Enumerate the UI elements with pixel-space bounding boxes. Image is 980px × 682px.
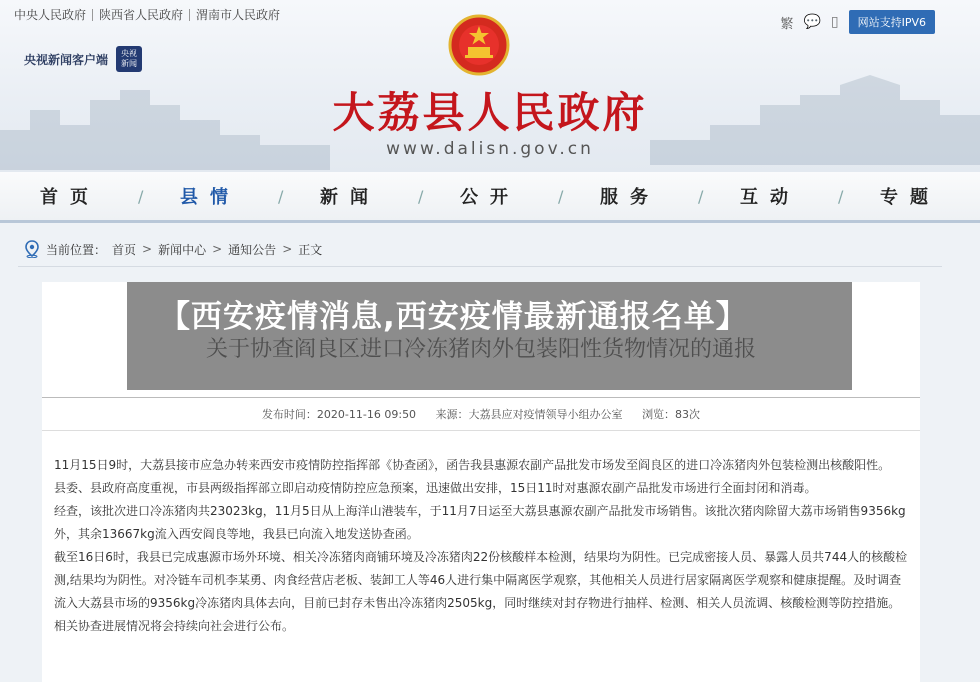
nav-county-info[interactable]: 县情: [180, 187, 240, 208]
breadcrumb-home[interactable]: 首页: [112, 242, 137, 257]
article-source: 来源：大荔县应对疫情领导小组办公室: [435, 408, 623, 421]
meta-divider: [42, 430, 920, 431]
chevron-right-icon: >: [282, 242, 293, 256]
breadcrumb-news-center[interactable]: 新闻中心: [158, 242, 207, 257]
location-pin-icon: [24, 240, 40, 258]
chevron-right-icon: >: [212, 242, 223, 256]
main-nav: 首页 / 县情 / 新闻 / 公开 / 服务 / 互动 / 专题: [0, 172, 980, 223]
title-divider: [42, 397, 920, 398]
nav-services[interactable]: 服务: [600, 187, 660, 208]
paragraph: 经查，该批次进口冷冻猪肉共23023kg，11月5日从上海洋山港装车，于11月7日运至大荔县惠源农副产品批发市场销售。该批次猪肉除留大荔市场销售9356kg外，其余13667kg流入西安阎良等地，我县已向流入地发送协查函。: [54, 504, 906, 541]
site-header: [0, 0, 980, 172]
breadcrumb: [24, 240, 322, 258]
nav-news[interactable]: 新闻: [320, 187, 380, 208]
chevron-right-icon: >: [142, 242, 153, 256]
paragraph: 截至16日6时，我县已完成惠源市场外环境、相关冷冻猪肉商铺环境及冷冻猪肉22份核酸样本检测，结果均为阴性。已完成密接人员、暴露人员共744人的核酸检测,结果均为阴性。对冷链车司机李某勇、肉食经营店老板、装卸工人等46人进行集中隔离医学观察，其他相关人员进行居家隔离医学观察和健康提醒。及时调查流入大荔县市场的9356kg冷冻猪肉具体去向，目前已封存未售出冷冻猪肉2505kg，同时继续对封存物进行抽样、检测、相关人员流调、核酸检测等防控措施。相关协查进展情况将会持续向社会进行公布。: [54, 550, 908, 633]
top-link-province[interactable]: 陕西省人民政府: [93, 9, 190, 21]
cctv-label: 央视新闻客户端: [24, 52, 109, 67]
overlay-title: 【西安疫情消息,西安疫情最新通报名单】: [159, 299, 748, 335]
nav-topics[interactable]: 专题: [880, 187, 940, 208]
breadcrumb-notices[interactable]: 通知公告: [228, 242, 277, 257]
paragraph: 11月15日9时，大荔县接市应急办转来西安市疫情防控指挥部《协查函》，函告我县惠源农副产品批发市场发至阎良区的进口冷冻猪肉外包装检测出核酸阳性。: [54, 458, 891, 472]
site-url: www.dalisn.gov.cn: [386, 139, 594, 159]
view-count: 浏览：83次: [642, 408, 701, 421]
top-links: [14, 9, 286, 21]
ipv6-button[interactable]: 网站支持IPV6: [849, 10, 935, 34]
header-tools: [780, 10, 935, 34]
breadcrumb-current: 正文: [298, 242, 323, 257]
traditional-chinese-toggle[interactable]: 繁: [780, 16, 794, 32]
publish-time: 发布时间：2020-11-16 09:50: [261, 408, 417, 421]
nav-home[interactable]: 首页: [40, 187, 100, 208]
overlay-banner: [127, 282, 852, 390]
top-link-city[interactable]: 渭南市人民政府: [196, 8, 281, 22]
nav-public[interactable]: 公开: [460, 187, 520, 208]
national-emblem-icon: [448, 14, 510, 76]
article-meta: [42, 406, 920, 422]
breadcrumb-label: 当前位置：: [46, 242, 107, 257]
site-name: 大荔县人民政府: [332, 88, 648, 137]
mobile-icon[interactable]: ▯: [830, 14, 839, 30]
wechat-icon[interactable]: 💬: [803, 14, 821, 30]
top-link-central[interactable]: 中央人民政府: [14, 9, 93, 21]
article-body: [54, 454, 912, 638]
breadcrumb-divider: [18, 266, 942, 267]
paragraph: 县委、县政府高度重视，市县两级指挥部立即启动疫情防控应急预案，迅速做出安排，15日11时对惠源农副产品批发市场进行全面封闭和消毒。: [54, 481, 817, 495]
cctv-badge: 央视新闻: [116, 46, 142, 72]
cctv-link[interactable]: [24, 46, 142, 72]
nav-interaction[interactable]: 互动: [740, 187, 800, 208]
